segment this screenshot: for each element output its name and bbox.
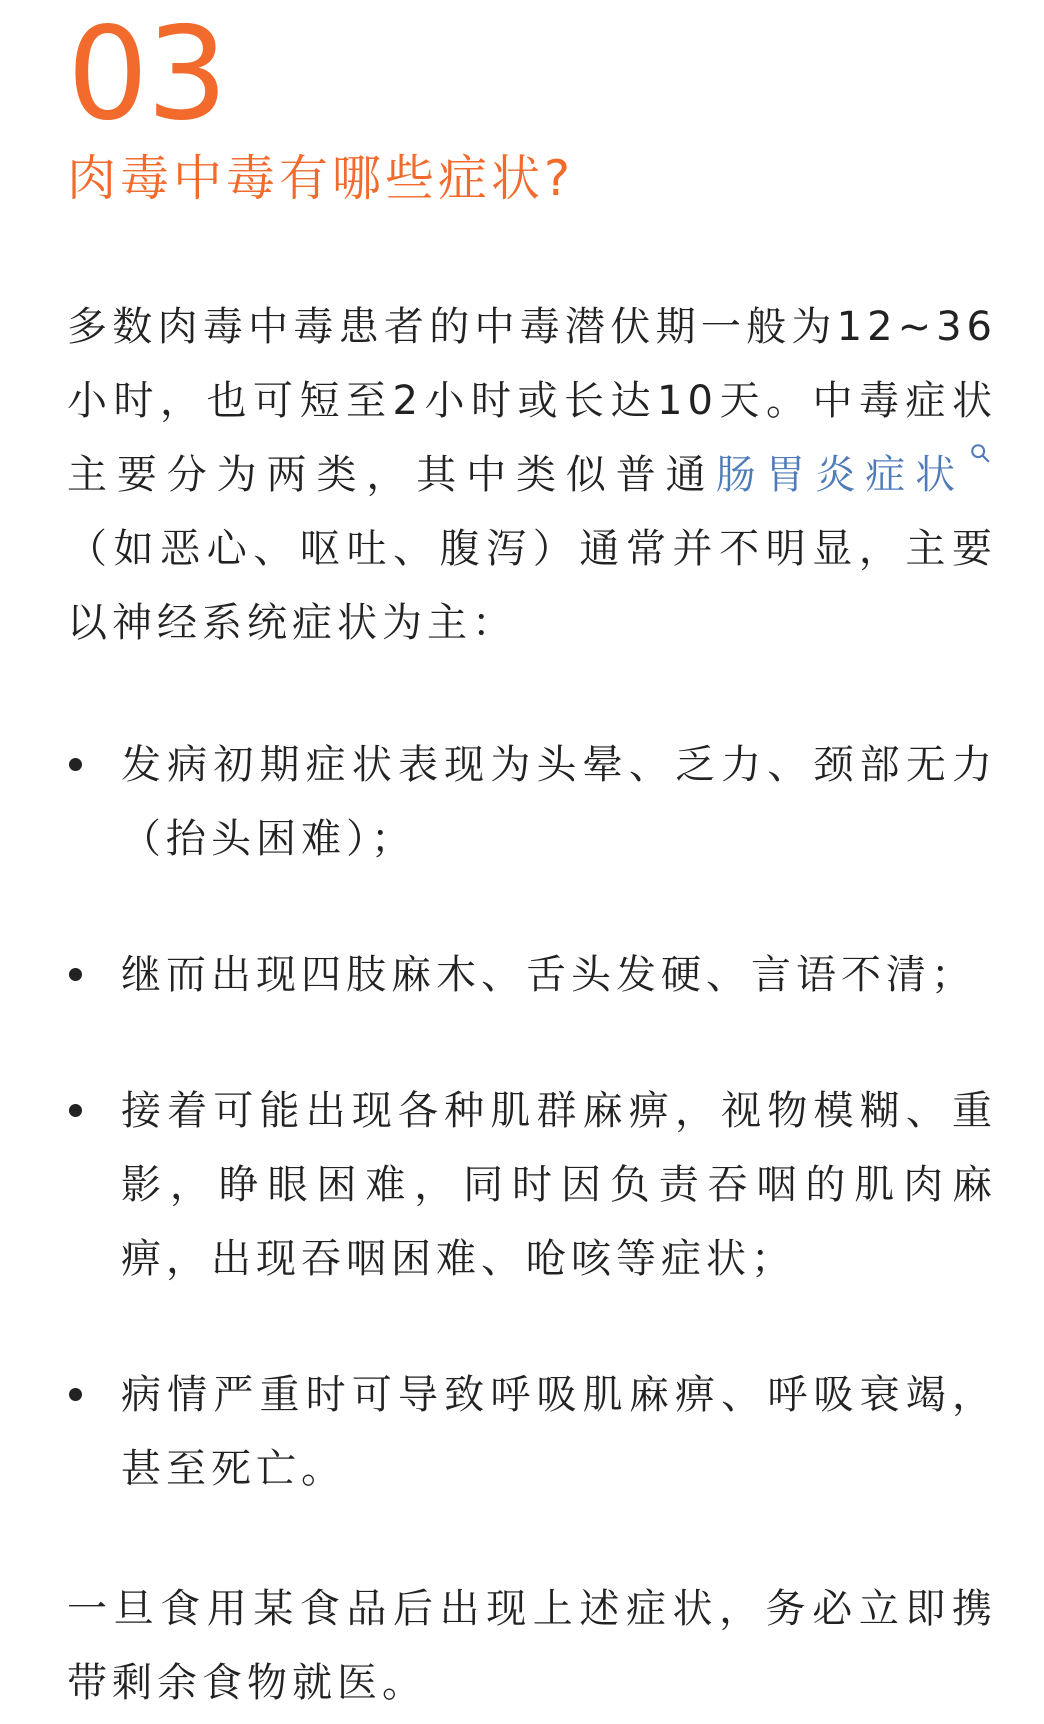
section-number: 03 [67, 0, 226, 149]
list-item [67, 1358, 997, 1506]
bullet-dot [69, 1104, 82, 1117]
list-item [67, 1074, 997, 1296]
link-label: 肠胃炎症状 [715, 452, 966, 498]
intro-text-after-link: （如恶心、呕吐、腹泻）通常并不明显，主要以神经系统症状为主： [67, 526, 997, 646]
bullet-dot [69, 968, 82, 981]
bullet-dot [69, 1388, 82, 1401]
symptom-list [67, 728, 997, 1506]
list-item [67, 938, 997, 1012]
symptom-text: 继而出现四肢麻木、舌头发硬、言语不清； [121, 952, 976, 998]
bullet-dot [69, 758, 82, 771]
list-item [67, 728, 997, 876]
symptom-text: 病情严重时可导致呼吸肌麻痹、呼吸衰竭，甚至死亡。 [121, 1372, 997, 1492]
intro-text-before-link: 多数肉毒中毒患者的中毒潜伏期一般为12~36小时，也可短至2小时或长达10天。中毒症状主要分为两类，其中类似普通 [67, 304, 997, 498]
symptom-text: 接着可能出现各种肌群麻痹，视物模糊、重影，睁眼困难，同时因负责吞咽的肌肉麻痹，出现吞咽困难、呛咳等症状； [121, 1088, 997, 1282]
search-icon [969, 442, 991, 464]
closing-paragraph: 一旦食用某食品后出现上述症状，务必立即携带剩余食物就医。 [67, 1586, 997, 1706]
intro-paragraph [67, 290, 997, 660]
symptom-text: 发病初期症状表现为头晕、乏力、颈部无力（抬头困难）； [121, 742, 997, 862]
gastroenteritis-symptoms-link[interactable] [716, 452, 997, 498]
section-title: 肉毒中毒有哪些症状? [67, 150, 575, 207]
